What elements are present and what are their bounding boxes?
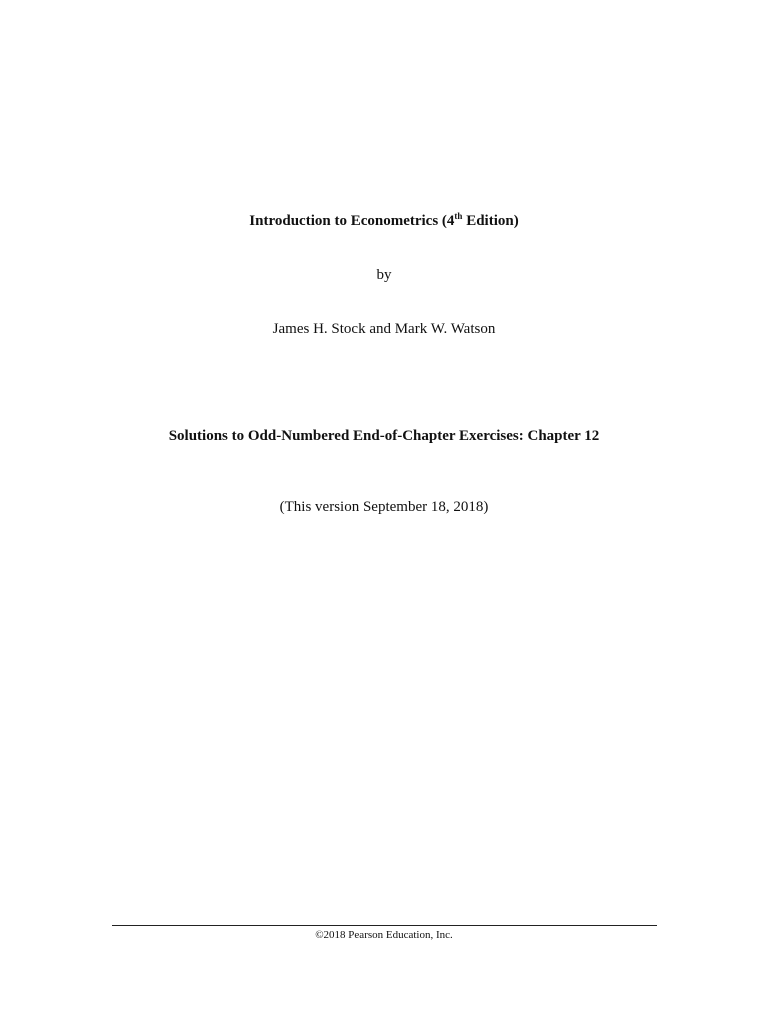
footer-copyright: ©2018 Pearson Education, Inc.: [315, 929, 453, 941]
edition-superscript: th: [454, 211, 463, 221]
authors: James H. Stock and Mark W. Watson: [272, 321, 496, 337]
book-title: [0, 213, 768, 230]
solutions-subtitle: Solutions to Odd-Numbered End-of-Chapter Exercises: Chapter 12: [168, 428, 600, 444]
book-title-end: Edition): [462, 213, 519, 229]
by-line: by: [376, 267, 392, 283]
footer-divider: [112, 925, 657, 926]
book-title-main: Introduction to Econometrics (4: [249, 213, 455, 229]
version-date: (This version September 18, 2018): [279, 499, 489, 515]
